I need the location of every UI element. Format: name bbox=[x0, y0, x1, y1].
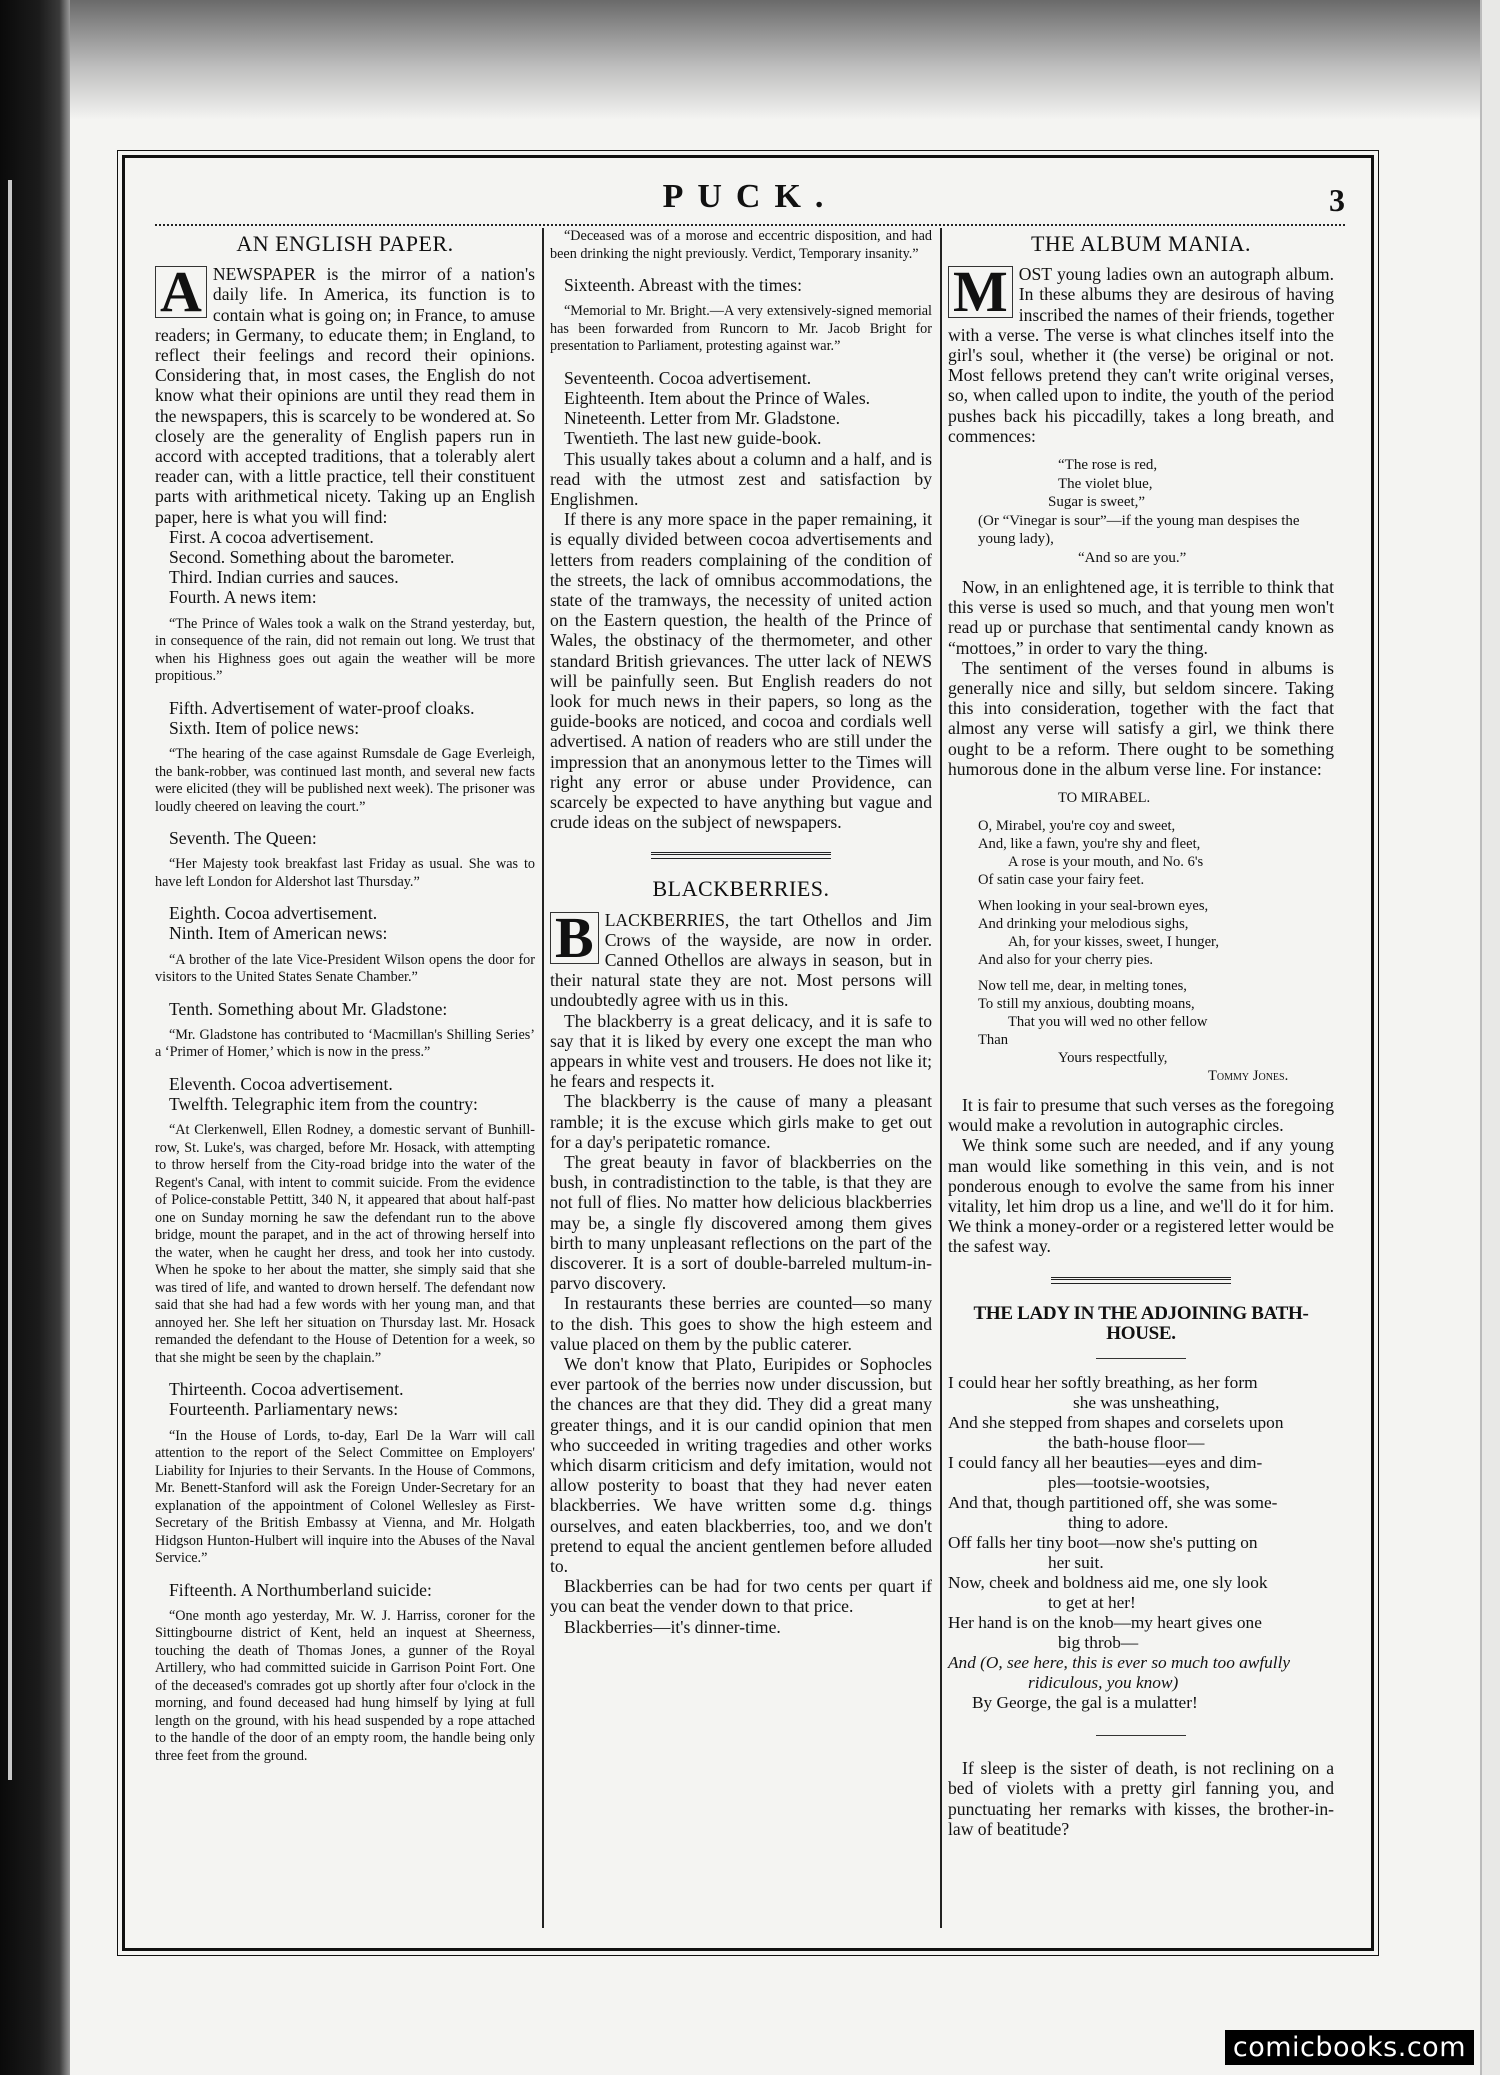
list-item: Tenth. Something about Mr. Gladstone: bbox=[169, 998, 448, 1019]
article-intro: A NEWSPAPER is the mirror of a nation's daily life. In America, its function is to contain what is going on; in France, to amuse readers; in Germany, to educate them; in England, to reflect their feelings and record their opinions. Considering that, in most cases, the English do not know what their opinions are until they read them in the newspapers, this is scarcely to be wondered at. So closely are the generality of English papers run in accord with accepted traditions, that a tolerably alert reader can, with a little practice, tell their constituent parts with arithmetical nicety. Taking up an English paper, here is what you will find: bbox=[155, 259, 535, 527]
list-item: Sixth. Item of police news: bbox=[169, 717, 360, 738]
paragraph: The great beauty in favor of blackberries on the bush, in contradistinction to the table, is that they are not full of flies. No matter how delicious blackberries may be, a single fly discovered among them gives birth to many unpleasant reflections on the part of the discoverer. It is a sort of double-barreled multum-in-parvo discovery. bbox=[550, 1152, 932, 1294]
quoted-item: “A brother of the late Vice-President Wilson opens the door for visitors to the United States Senate Chamber.” bbox=[155, 951, 535, 986]
paragraph: It is fair to presume that such verses as the foregoing would make a revolution in autographic circles. bbox=[948, 1095, 1334, 1136]
article-intro: B LACKBERRIES, the tart Othellos and Jim Crows of the wayside, are now in order. Canned Othellos are always in season, but in their natural state they are not. Most persons will undoubtedly agree with us in this. bbox=[550, 904, 932, 1011]
paragraph: The blackberry is a great delicacy, and it is safe to say that it is liked by every one except the man who appears in white vest and trousers. He does not like it; he fears and respects it. bbox=[550, 1010, 932, 1092]
paragraph: In restaurants these berries are counted—so many to the dish. This goes to show the high esteem and value placed on them by the public caterer. bbox=[550, 1293, 932, 1354]
list-item: Ninth. Item of American news: bbox=[169, 923, 388, 944]
watermark: comicbooks.com bbox=[1225, 2030, 1474, 2065]
drop-cap: A bbox=[155, 266, 207, 318]
quoted-item: “At Clerkenwell, Ellen Rodney, a domestic servant of Bunhill-row, St. Luke's, was charged, before Mr. Hosack, with attempting to throw herself from the City-road bridge into the water of the Regent's Canal, with intent to commit suicide. From the evidence of Police-constable Pettitt, 340 N, it appeared that about half-past one on Sunday morning he saw the defendant run to the above bridge, mount the parapet, and in the act of throwing herself into the water, when he caught her dress, and took her into custody. When he spoke to her about the matter, she simply said that she was tired of life, and wanted to drown herself. The defendant now said that she had had a few words with her young man, and that annoyed her. She left her situation on Thursday last. Mr. Hosack remanded the defendant to the House of Detention for a week, so that she might be seen by the chaplain.” bbox=[155, 1122, 535, 1366]
column-1 bbox=[155, 228, 535, 1777]
column-rule bbox=[940, 228, 942, 1928]
quoted-item: “Mr. Gladstone has contributed to ‘Macmillan's Shilling Series’ a ‘Primer of Homer,’ which is now in the press.” bbox=[155, 1026, 535, 1061]
article-title: AN ENGLISH PAPER. bbox=[236, 231, 454, 256]
page-number: 3 bbox=[1329, 182, 1345, 218]
list-item: Nineteenth. Letter from Mr. Gladstone. bbox=[564, 408, 841, 429]
header-rule bbox=[155, 224, 1345, 226]
column-rule bbox=[542, 228, 544, 1928]
list-item: Fourth. A news item: bbox=[169, 587, 317, 608]
paragraph: Blackberries can be had for two cents per quart if you can beat the vender down to that price. bbox=[550, 1576, 932, 1617]
list-item: Fifteenth. A Northumberland suicide: bbox=[169, 1579, 432, 1600]
article-title: THE LADY IN THE ADJOINING BATH-HOUSE. bbox=[973, 1302, 1309, 1344]
column-3 bbox=[948, 228, 1334, 1839]
masthead: PUCK. bbox=[662, 178, 838, 215]
signature: Tommy Jones. bbox=[1208, 1068, 1289, 1085]
paragraph: We think some such are needed, and if any young man would like something in this vein, and is not ponderous enough to evolve the same from his inner vitality, let him drop us a line, and we'll do it for him. We think a money-order or a registered letter would be the safest way. bbox=[948, 1135, 1334, 1257]
column-2 bbox=[550, 228, 932, 1637]
list-item: Third. Indian curries and sauces. bbox=[169, 567, 399, 588]
list-item: First. A cocoa advertisement. bbox=[169, 526, 374, 547]
quoted-item: “The Prince of Wales took a walk on the Strand yesterday, but, in consequence of the rain, did not remain out long. We trust that when his Highness goes out again the weather will be more propitious.” bbox=[155, 615, 535, 685]
quoted-item: “One month ago yesterday, Mr. W. J. Harriss, coroner for the Sittingbourne district of Kent, held an inquest at Sheerness, touching the death of Thomas Jones, a gunner of the Royal Artillery, who had committed suicide in Garrison Point Fort. One of the deceased's comrades got up shortly after four o'clock in the morning, and found deceased had hung himself by lying at full length on the ground, with his head suspended by a rope attached to the handle of the door of an empty room, the handle being only three feet from the ground. bbox=[155, 1607, 535, 1764]
quoted-item: “The hearing of the case against Rumsdale de Gage Everleigh, the bank-robber, was continued last month, and several new facts were elicited (they will be published next week). The prisoner was loudly cheered on leaving the court.” bbox=[155, 746, 535, 815]
paragraph: Now, in an enlightened age, it is terrible to think that this verse is used so much, and that young men won't read up or purchase that sentimental candy known as “mottoes,” in order to vary the thing. bbox=[948, 577, 1334, 658]
paragraph: This usually takes about a column and a half, and is read with the utmost zest and satisfaction by Englishmen. bbox=[550, 448, 932, 509]
verse: “The rose is red, The violet blue, Sugar is sweet,” (Or “Vinegar is sour”—if the young man despises the young lady), “And so are you.” bbox=[978, 457, 1300, 566]
quoted-item: “Memorial to Mr. Bright.—A very extensively-signed memorial has been forwarded from Runcorn to Mr. Jacob Bright for presentation to Parliament, protesting against war.” bbox=[550, 303, 932, 355]
list-item: Eleventh. Cocoa advertisement. bbox=[169, 1073, 393, 1094]
list-item: Thirteenth. Cocoa advertisement. bbox=[169, 1379, 404, 1400]
list-item: Fourteenth. Parliamentary news: bbox=[169, 1399, 399, 1420]
closing-paragraph: If sleep is the sister of death, is not reclining on a bed of violets with a pretty girl fanning you, and punctuating her remarks with kisses, the brother-in-law of beatitude? bbox=[948, 1758, 1334, 1839]
quoted-item: “Her Majesty took breakfast last Friday as usual. She was to have left London for Aldershot last Thursday.” bbox=[155, 856, 535, 890]
list-item: Twelfth. Telegraphic item from the country: bbox=[169, 1094, 478, 1115]
section-divider bbox=[1096, 1735, 1186, 1736]
list-item: Seventh. The Queen: bbox=[169, 828, 317, 849]
poem-title: TO MIRABEL. bbox=[1058, 790, 1151, 807]
page-header bbox=[155, 178, 1345, 223]
paragraph: If there is any more space in the paper remaining, it is equally divided between cocoa advertisements and letters from readers complaining of the condition of the streets, the lack of omnibus accommodations, the state of the tramways, the necessity of united action on the Eastern question, the health of the Prince of Wales, the obstinacy of the thermometer, and other standard British grievances. The utter lack of NEWS will be painfully seen. But English readers do not look for much news in their papers, so long as the guide-books are noticed, and cocoa and cordials well advertised. A nation of readers who are still under the impression that an anonymous letter to the Times will right any error or abuse under Providence, can scarcely be expected to have anything but vague and crude ideas on the subject of newspapers. bbox=[550, 509, 932, 833]
quoted-item: “Deceased was of a morose and eccentric disposition, and had been drinking the night previously. Verdict, Temporary insanity.” bbox=[550, 228, 932, 262]
scan-left-margin bbox=[0, 0, 70, 2075]
list-item: Twentieth. The last new guide-book. bbox=[564, 428, 822, 449]
quoted-item: “In the House of Lords, to-day, Earl De la Warr will call attention to the report of the Select Committee on Employers' Liability for Injuries to their Servants. In the House of Commons, Mr. Benett-Stanford will ask the Foreign Under-Secretary for an explanation of the appointment of Colonel Wellesley as First-Secretary of the British Embassy at Vienna, and Mr. Holgath Hidgson Hunton-Hulbert will inquire into the Abuses of the Naval Service.” bbox=[155, 1427, 535, 1567]
poem-mirabel: TO MIRABEL. O, Mirabel, you're coy and sweet, And, like a fawn, you're shy and fleet, A rose is your mouth, and No. 6's Of satin case your fairy feet. When looking in your seal-brown eyes, And drinking your melodious sighs, Ah, for your kisses, sweet, I hunger, And also for your cherry pies. Now tell me, dear, in melting tones, To still my anxious, doubting moans, That you will wed no other fellow Than Yours respectfully, Tommy Jones. bbox=[948, 789, 1334, 1085]
list-item: Fifth. Advertisement of water-proof cloaks. bbox=[169, 697, 475, 718]
paragraph: We don't know that Plato, Euripides or Sophocles ever partook of the berries now under discussion, but the chances are that they did. They did a great many greater things, and it is our candid opinion that men who succeeded in writing tragedies and other works which disarm criticism and defy imitation, would not allow posterity to boast that they had never eaten blackberries. We have written some d.g. things ourselves, and eaten blackberries, too, and we don't pretend to equal the ancient gentlemen before alluded to. bbox=[550, 1354, 932, 1577]
list-item: Sixteenth. Abreast with the times: bbox=[564, 275, 802, 295]
list-item: Eighth. Cocoa advertisement. bbox=[169, 903, 378, 924]
drop-cap: M bbox=[948, 266, 1013, 318]
article-title: BLACKBERRIES. bbox=[652, 876, 830, 902]
list-item: Second. Something about the barometer. bbox=[169, 547, 455, 568]
poem-bathhouse: I could hear her softly breathing, as her form she was unsheathing, And she stepped from shapes and corselets upon the bath-house floor— I could fancy all her beauties—eyes and dim- ples—tootsie-wootsies, And that, though partitioned off, she was some- thing to adore. Off falls her tiny boot—now she's putting on her suit. Now, cheek and boldness aid me, one sly look to get at her! Her hand is on the knob—my heart gives one big throb— And (O, see here, this is ever so much too awfully ridiculous, you know) By George, the gal is a mulatter! bbox=[948, 1373, 1291, 1713]
title-underline bbox=[1096, 1358, 1186, 1359]
paragraph: The sentiment of the verses found in albums is generally nice and silly, but seldom sincere. Taking this into consideration, together with the fact that almost any verse will satisfy a girl, we think there ought to be a reform. There ought to be something humorous done in the album verse line. For instance: bbox=[948, 657, 1334, 779]
section-divider bbox=[1051, 1277, 1231, 1284]
list-item: Eighteenth. Item about the Prince of Wales. bbox=[564, 387, 871, 408]
scan-top-shadow bbox=[60, 0, 1500, 120]
drop-cap: B bbox=[550, 912, 599, 964]
article-title: THE ALBUM MANIA. bbox=[1030, 231, 1252, 256]
scan-right-margin bbox=[1480, 0, 1500, 2075]
section-divider bbox=[651, 852, 831, 859]
paragraph: Blackberries—it's dinner-time. bbox=[564, 1616, 781, 1637]
list-item: Seventeenth. Cocoa advertisement. bbox=[564, 367, 812, 388]
article-intro: M OST young ladies own an autograph album. In these albums they are desirous of having inscribed the names of their friends, together with a verse. The verse is what clinches itself into the girl's soul, whether it (the verse) be original or not. Most fellows pretend they can't write original verses, so, when called upon to indite, the youth of the period pushes back his piccadilly, takes a long breath, and commences: bbox=[948, 259, 1334, 446]
paragraph: The blackberry is the cause of many a pleasant ramble; it is the excuse which girls make to get out for a day's peripatetic romance. bbox=[550, 1091, 932, 1152]
